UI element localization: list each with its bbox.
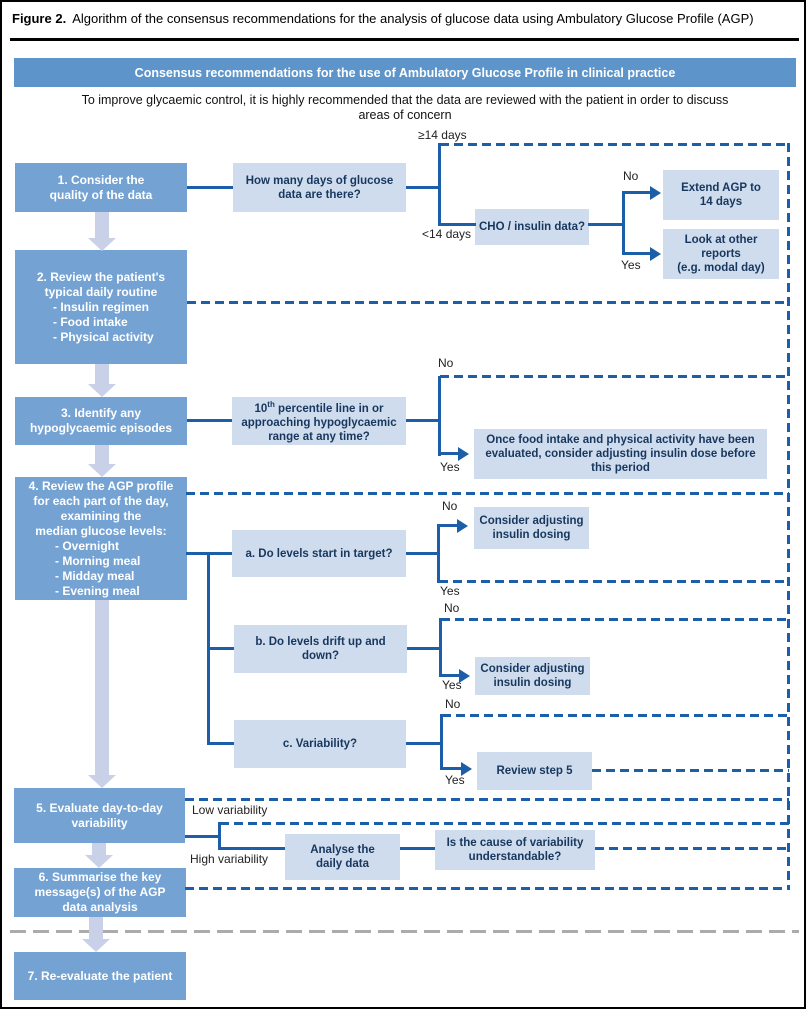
label-lt14-days: <14 days: [422, 227, 472, 241]
connector-lt14-cho: [440, 223, 476, 226]
step-4-line: examining the: [60, 508, 142, 523]
figure-caption-text: Algorithm of the consensus recommendations for the analysis of glucose data using Ambulatory Glucose Profile (AGP): [72, 11, 754, 26]
outcome-once-evaluated-text: Once food intake and physical activity have been evaluated, consider adjusting insulin dose before this period: [485, 434, 756, 474]
outcome-adjust-insulin-b-box: [475, 657, 590, 695]
question-cause-box: [435, 830, 595, 870]
connector-high-analyse: [221, 847, 285, 850]
label-qb-yes: Yes: [442, 678, 462, 692]
label-qb-no: No: [444, 601, 460, 615]
step-4-line: 4. Review the AGP profile: [28, 478, 174, 493]
branch-qc-vertical: [440, 714, 443, 770]
question-percentile-box: [232, 397, 406, 445]
outcome-adjust-insulin-a-box: [474, 507, 589, 549]
arrow-yes-look-head-icon: [650, 247, 661, 261]
outcome-other-reports-box: [663, 229, 779, 279]
connector-qb-branch: [407, 647, 441, 650]
percentile-number: 10: [254, 402, 268, 415]
dashed-low-variability: [220, 822, 789, 825]
question-cho-text: CHO / insulin data?: [478, 221, 586, 233]
label-qa-yes: Yes: [440, 584, 460, 598]
percentile-rest: percentile line in or approaching hypoglycaemic range at any time?: [241, 402, 397, 443]
step-2-line: 2. Review the patient's: [36, 269, 166, 284]
label-cho-no: No: [623, 169, 639, 183]
question-b-box: [234, 625, 407, 673]
label-ge14-days: ≥14 days: [418, 128, 467, 142]
action-analyse-line: Analyse the: [310, 844, 375, 856]
connector-qa-branch: [406, 552, 439, 555]
dashed-to-step6: [185, 887, 789, 890]
step4-step5-arrow-stem: [95, 600, 109, 776]
action-analyse-line: daily data: [315, 858, 370, 870]
outcome-review-step5-box: [477, 752, 592, 790]
step-5-line: 5. Evaluate day-to-day: [36, 800, 163, 815]
step-7-line: 7. Re-evaluate the patient: [27, 968, 173, 983]
question-a-text: a. Do levels start in target?: [245, 547, 393, 560]
step-4-line: for each part of the day,: [33, 493, 169, 508]
connector-analyse-cause: [400, 847, 435, 850]
connector-cho-branch: [588, 223, 624, 226]
step-4-item: - Morning meal: [55, 553, 141, 568]
outcome-other-reports-line: Look at other: [684, 234, 758, 246]
step-3-box: [15, 397, 187, 445]
dashed-qa-yes: [439, 580, 789, 583]
step-4-line: median glucose levels:: [35, 523, 167, 538]
step-6-line: data analysis: [62, 900, 138, 914]
step5-step6-arrow-icon: [85, 855, 113, 868]
branch-cho-vertical: [622, 191, 625, 255]
step-6-box: [14, 868, 186, 917]
dashed-to-step5: [185, 798, 789, 801]
connector-qc-branch: [406, 742, 443, 745]
arrow-yes-once-stem: [440, 452, 460, 455]
step-1-box: [15, 163, 187, 212]
arrow-no-extend-stem: [624, 191, 650, 194]
branch-qa-vertical: [437, 524, 440, 583]
arrow-no-adjust-a-head-icon: [457, 519, 468, 533]
label-qc-yes: Yes: [445, 773, 465, 787]
step-4-item: - Midday meal: [55, 568, 135, 583]
step-2-items: [15, 300, 154, 345]
step-4-box: [15, 477, 187, 600]
step-3-line: hypoglycaemic episodes: [29, 421, 173, 435]
step-4-item: - Overnight: [55, 538, 120, 553]
action-analyse-daily-box: [285, 834, 400, 880]
outcome-extend-agp-box: [663, 170, 779, 220]
step-5-box: [14, 788, 185, 843]
step6-step7-arrow-icon: [82, 939, 110, 952]
arrow-yes-adjust-b-stem: [441, 674, 461, 677]
dashed-qc-no: [442, 714, 789, 717]
dashed-to-step4: [186, 492, 789, 495]
dashed-to-step2: [187, 301, 789, 304]
arrow-yes-look-stem: [624, 252, 650, 255]
outcome-extend-line: 14 days: [699, 196, 743, 208]
outcome-adjust-insulin-a-text: Consider adjusting insulin dosing: [479, 515, 584, 541]
arrow-no-adjust-a-stem: [439, 524, 459, 527]
step3-step4-arrow-icon: [88, 464, 116, 477]
branch-q3-vertical: [438, 376, 441, 456]
step-2-item: - Food intake: [53, 314, 128, 329]
connector-trunk-qc: [210, 742, 234, 745]
label-high-variability: High variability: [190, 852, 269, 866]
step-6-line: message(s) of the AGP: [34, 885, 166, 899]
step2-step3-arrow-icon: [88, 384, 116, 397]
step6-step7-arrow-stem: [89, 917, 103, 940]
figure-caption: [12, 11, 754, 26]
branch-days-vertical: [438, 143, 441, 226]
outcome-review-step5-text: Review step 5: [496, 765, 573, 777]
question-c-text: c. Variability?: [282, 738, 358, 750]
arrow-yes-once-head-icon: [458, 447, 469, 461]
outcome-adjust-insulin-b-text: Consider adjusting insulin dosing: [480, 663, 585, 689]
outcome-once-evaluated-box: [474, 429, 767, 479]
step-3-line: 3. Identify any: [60, 406, 142, 420]
step-7-box: [14, 952, 186, 1000]
connector-step3-q3: [187, 419, 232, 422]
step3-step4-arrow-stem: [95, 445, 109, 465]
dashed-cause-out: [595, 847, 789, 850]
outcome-other-reports-line: (e.g. modal day): [677, 262, 765, 274]
step4-step5-arrow-icon: [88, 775, 116, 788]
connector-trunk-qb: [210, 647, 234, 650]
caption-divider: [10, 38, 799, 41]
connector-step5-branch: [185, 835, 221, 838]
question-a-box: [232, 530, 406, 577]
step-2-item: - Physical activity: [53, 329, 154, 344]
question-days-text: How many days of glucose data are there?: [245, 174, 394, 201]
connector-step4-trunk: [186, 552, 209, 555]
arrow-no-extend-head-icon: [650, 186, 661, 200]
connector-q3-branch: [406, 419, 439, 422]
percentile-sup: th: [267, 400, 275, 410]
label-q3-yes: Yes: [440, 460, 460, 474]
label-qc-no: No: [445, 697, 461, 711]
label-q3-no: No: [438, 356, 454, 370]
step-2-box: [15, 250, 187, 364]
dashed-q3-no: [440, 375, 789, 378]
intro-text: To improve glycaemic control, it is highly recommended that the data are reviewed with the patient in order to discuss areas of concern: [81, 93, 729, 122]
dashed-qb-no: [441, 618, 789, 621]
step-1-line: 1. Consider the: [57, 172, 145, 187]
step1-step2-arrow-stem: [95, 212, 109, 238]
connector-qdays-branch: [406, 186, 440, 189]
step-2-item: - Insulin regimen: [53, 299, 150, 314]
arrow-yes-review5-stem: [442, 767, 463, 770]
branch-qb-vertical: [439, 618, 442, 677]
step1-step2-arrow-icon: [88, 238, 116, 251]
label-qa-no: No: [442, 499, 458, 513]
connector-trunk-qa: [210, 552, 232, 555]
question-b-text: b. Do levels drift up and down?: [255, 636, 386, 662]
dashed-right-rail: [787, 143, 790, 890]
outcome-extend-line: Extend AGP to: [681, 182, 761, 194]
label-low-variability: Low variability: [192, 803, 268, 817]
banner-title: Consensus recommendations for the use of Ambulatory Glucose Profile in clinical practice: [14, 58, 796, 87]
step-2-line: typical daily routine: [44, 284, 158, 299]
label-cho-yes: Yes: [621, 258, 641, 272]
dashed-review5-out: [592, 769, 789, 772]
question-percentile-text: [235, 398, 403, 444]
question-cause-line: Is the cause of variability: [446, 837, 584, 849]
connector-step1-qdays: [187, 186, 233, 189]
step-4-items: [15, 539, 140, 599]
step-4-item: - Evening meal: [55, 583, 140, 598]
question-cho-box: [475, 209, 589, 245]
dashed-ge14-top: [440, 143, 789, 146]
outcome-other-reports-line: reports: [701, 248, 741, 260]
step-5-line: variability: [71, 815, 128, 830]
question-days-box: [233, 163, 406, 212]
branch-variability-vertical: [218, 822, 221, 850]
question-c-box: [234, 720, 406, 768]
figure-caption-label: Figure 2.: [12, 11, 67, 26]
question-cause-line: understandable?: [468, 851, 562, 863]
step2-step3-arrow-stem: [95, 364, 109, 385]
step-1-line: quality of the data: [49, 187, 153, 202]
section-separator-dashed: [10, 930, 799, 933]
step-6-line: 6. Summarise the key: [38, 870, 162, 884]
